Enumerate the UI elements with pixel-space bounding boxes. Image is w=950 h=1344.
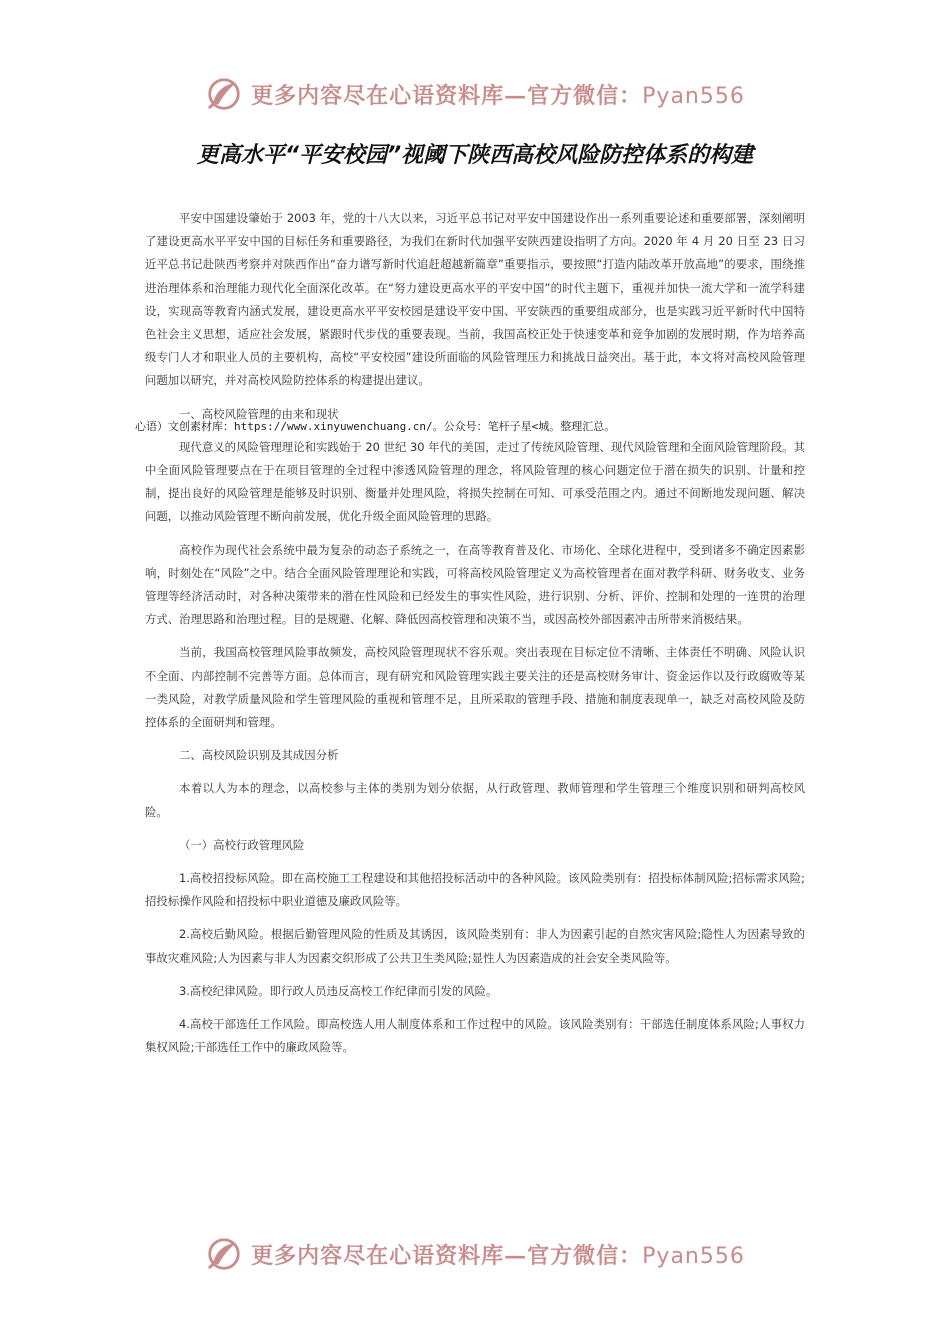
list-item-3: 3.高校纪律风险。即行政人员违反高校工作纪律而引发的风险。 — [179, 983, 498, 998]
source-watermark-note: 心语）文创素材库：https://www.xinyuwenchuang.cn/。公众号：笔杆子星<城。整理汇总。 — [135, 419, 616, 433]
header-watermark-banner — [0, 72, 950, 116]
footer-watermark-banner — [0, 1232, 950, 1276]
banner-text: 更多内容尽在心语资料库—官方微信：Pyan556 — [251, 82, 745, 109]
section-heading-2: 二、高校风险识别及其成因分析 — [179, 748, 339, 763]
paragraph-1: 现代意义的风险管理理论和实践始于 20 世纪 30 年代的美国，走过了传统风险管理、现代风险管理和全面风险管理阶段。其中全面风险管理要点在于在项目管理的全过程中渗透风险管理的理念，将风险管理的核心问题定位于潜在损失的识别、计量和控制，提出良好的风险管理是能够及时识别、衡量并处理风险，将损失控制在可知、可承受范围之内。通过不间断地发现问题、解决问题，以推动风险管理不断向前发展，优化升级全面风险管理的思路。 — [145, 439, 805, 524]
list-item-4: 4.高校干部选任工作风险。即高校选人用人制度体系和工作过程中的风险。该风险类别有：干部选任制度体系风险;人事权力集权风险;干部选任工作中的廉政风险等。 — [145, 1017, 805, 1055]
subsection-heading-1: （一）高校行政管理风险 — [179, 837, 305, 852]
paragraph-3: 当前，我国高校管理风险事故频发，高校风险管理现状不容乐观。突出表现在目标定位不清晰、主体责任不明确、风险认识不全面、内部控制不完善等方面。总体而言，现有研究和风险管理实践主要关注的还是高校财务审计、资金运作以及行政腐败等某一类风险，对教学质量风险和学生管理风险的重视和管理不足，且所采取的管理手段、措施和制度表现单一，缺乏对高校风险及防控体系的全面研判和管理。 — [145, 645, 805, 730]
banner-wechat-id: Pyan556 — [642, 1243, 745, 1269]
list-item-2: 2.高校后勤风险。根据后勤管理风险的性质及其诱因，该风险类别有：非人为因素引起的自然灾害风险;隐性人为因素导致的事故灾难风险;人为因素与非人为因素交织形成了公共卫生类风险;显性人为因素造成的社会安全类风险等。 — [145, 927, 805, 965]
paragraph-2: 高校作为现代社会系统中最为复杂的动态子系统之一，在高等教育普及化、市场化、全球化进程中，受到诸多不确定因素影响，时刻处在“风险”之中。结合全面风险管理理论和实践，可将高校风险管理定义为高校管理者在面对教学科研、财务收支、业务管理等经济活动时，对各种决策带来的潜在性风险和已经发生的事实性风险，进行识别、分析、评价、控制和处理的一连贯的治理方式、治理思路和治理过程。目的是规避、化解、降低因高校管理和决策不当，或因高校外部因素冲击所带来消极结果。 — [145, 542, 805, 627]
xinyu-logo-icon — [205, 75, 243, 113]
document-title: 更高水平“平安校园”视阈下陕西高校风险防控体系的构建 — [196, 143, 754, 168]
document-body — [135, 207, 805, 1060]
banner-wechat-id: Pyan556 — [642, 83, 745, 109]
paragraph-4: 本着以人为本的理念，以高校参与主体的类别为划分依据，从行政管理、教师管理和学生管理三个维度识别和研判高校风险。 — [145, 781, 805, 819]
banner-text: 更多内容尽在心语资料库—官方微信：Pyan556 — [251, 1242, 745, 1269]
section-heading-1: 一、高校风险管理的由来和现状 — [179, 406, 339, 421]
xinyu-logo-icon — [205, 1235, 243, 1273]
intro-paragraph: 平安中国建设肇始于 2003 年，党的十八大以来，习近平总书记对平安中国建设作出一系列重要论述和重要部署，深刻阐明了建设更高水平平安中国的目标任务和重要路径，为我们在新时代加强平安陕西建设指明了方向。2020 年 4 月 20 日至 23 日习近平总书记赴陕西考察并对陕西作出“奋力谱写新时代追赶超越新篇章”重要指示，要按照“打造内陆改革开放高地”的要求，围绕推进治理体系和治理能力现代化全面深化改革。在“努力建设更高水平的平安中国”的时代主题下，重视并加快一流大学和一流学科建设，实现高等教育内涵式发展，建设更高水平平安校园是建设平安中国、平安陕西的重要组成部分，也是实践习近平新时代中国特色社会主义思想，适应社会发展，紧跟时代步伐的重要表现。当前，我国高校正处于快速变革和竞争加剧的发展时期，作为培养高级专门人才和职业人员的主要机构，高校“平安校园”建设所面临的风险管理压力和挑战日益突出。基于此，本文将对高校风险管理问题加以研究，并对高校风险防控体系的构建提出建议。 — [145, 211, 805, 388]
list-item-1: 1.高校招投标风险。即在高校施工工程建设和其他招投标活动中的各种风险。该风险类别有：招投标体制风险;招标需求风险;招投标操作风险和招投标中职业道德及廉政风险等。 — [145, 871, 805, 909]
